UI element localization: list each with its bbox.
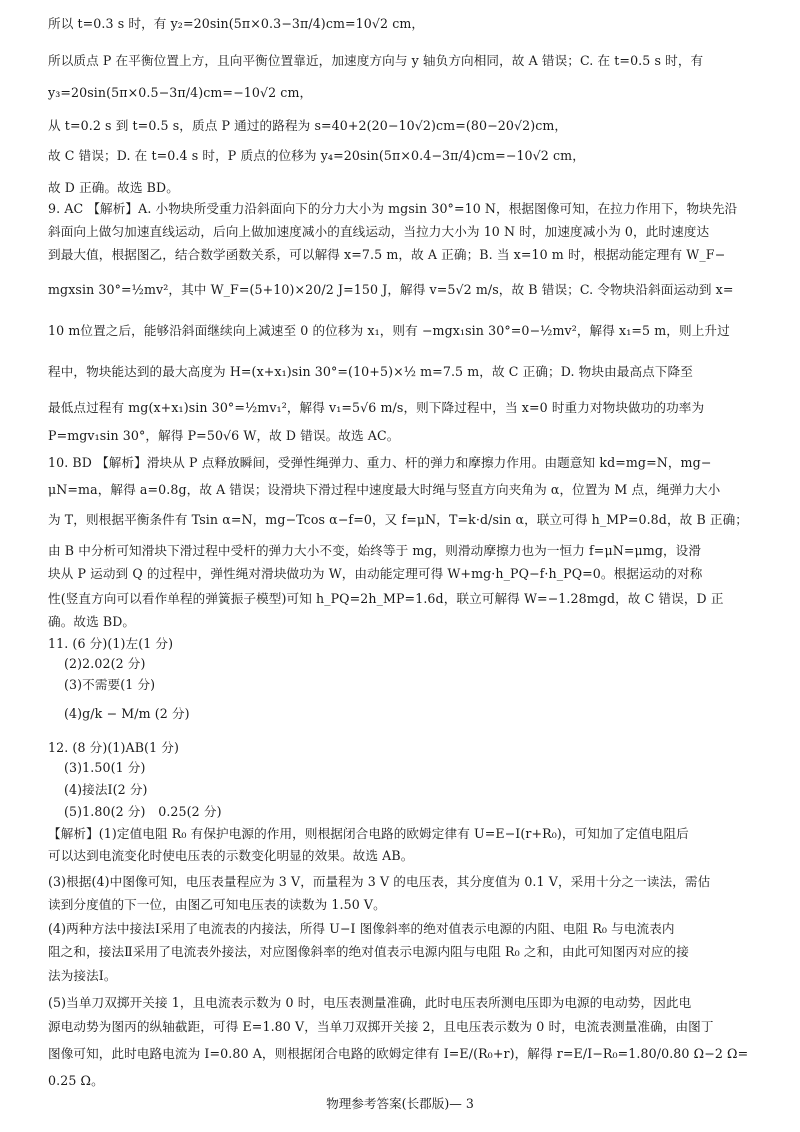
text-line: P=mgv₁sin 30°，解得 P=50√6 W，故 D 错误。故选 AC。 xyxy=(48,428,400,443)
text-line: 源电动势为图丙的纵轴截距，可得 E=1.80 V，当单刀双掷开关接 2，且电压表示数为 0 时，电流表测量准确，由图丁 xyxy=(48,1019,714,1034)
answer-item: (3)不需要(1 分) xyxy=(64,677,156,692)
text-line: 所以 t=0.3 s 时，有 y₂=20sin(5π×0.3−3π/4)cm=10√2 cm， xyxy=(48,16,425,31)
text-line: 从 t=0.2 s 到 t=0.5 s，质点 P 通过的路程为 s=40+2(20−10√2)cm=(80−20√2)cm， xyxy=(48,118,568,133)
question-12-heading: 12. (8 分)(1)AB(1 分) xyxy=(48,740,179,755)
text-line: 程中，物块能达到的最大高度为 H=(x+x₁)sin 30°=(10+5)×½ m=7.5 m，故 C 正确；D. 物块由最高点下降至 xyxy=(48,364,693,379)
answer-item: (5)1.80(2 分) 0.25(2 分) xyxy=(64,804,222,819)
text-line: 0.25 Ω。 xyxy=(48,1073,104,1088)
text-line: (5)当单刀双掷开关接 1，且电流表示数为 0 时，电压表测量准确，此时电压表所测电压即为电源的电动势，因此电 xyxy=(48,995,692,1010)
text-line: 图像可知，此时电路电流为 I=0.80 A，则根据闭合电路的欧姆定律有 I=E/(R₀+r)，解得 r=E/I−R₀=1.80/0.80 Ω−2 Ω= xyxy=(48,1046,749,1061)
text-line: μN=ma，解得 a=0.8g，故 A 错误；设滑块下滑过程中速度最大时绳与竖直方向夹角为 α，位置为 M 点，绳弹力大小 xyxy=(48,482,721,497)
question-10-heading: 10. BD 【解析】滑块从 P 点释放瞬间，受弹性绳弹力、重力、杆的弹力和摩擦力作用。由题意知 kd=mg=N，mg− xyxy=(48,455,712,470)
text-line: 块从 P 运动到 Q 的过程中，弹性绳对滑块做功为 W，由动能定理可得 W+mg·h_PQ−f·h_PQ=0。根据运动的对称 xyxy=(48,566,703,581)
text-line: mgxsin 30°=½mv²，其中 W_F=(5+10)×20/2 J=150 J，解得 v=5√2 m/s，故 B 错误；C. 令物块沿斜面运动到 x= xyxy=(48,282,734,297)
text-line: 由 B 中分析可知滑块下滑过程中受杆的弹力大小不变，始终等于 mg，则滑动摩擦力也为一恒力 f=μN=μmg，设滑 xyxy=(48,543,702,558)
answer-item: (2)2.02(2 分) xyxy=(64,656,146,671)
text-line: (4)两种方法中接法Ⅰ采用了电流表的内接法，所得 U−I 图像斜率的绝对值表示电源的内阻、电阻 R₀ 与电流表内 xyxy=(48,921,675,936)
answer-item: (4)接法Ⅰ(2 分) xyxy=(64,782,148,797)
question-9-heading: 9. AC 【解析】A. 小物块所受重力沿斜面向下的分力大小为 mgsin 30°=10 N，根据图像可知，在拉力作用下，物块先沿 xyxy=(48,201,738,216)
text-line: 法为接法Ⅰ。 xyxy=(48,968,117,983)
text-line: 10 m位置之后，能够沿斜面继续向上减速至 0 的位移为 x₁，则有 −mgx₁sin 30°=0−½mv²，解得 x₁=5 m，则上升过 xyxy=(48,323,730,338)
text-line: 故 D 正确。故选 BD。 xyxy=(48,180,179,195)
text-line: 所以质点 P 在平衡位置上方，且向平衡位置靠近，加速度方向与 y 轴负方向相同，故 A 错误；C. 在 t=0.5 s 时，有 xyxy=(48,53,704,68)
question-11-heading: 11. (6 分)(1)左(1 分) xyxy=(48,636,174,651)
text-line: 到最大值，根据图乙，结合数学函数关系，可以解得 x=7.5 m，故 A 正确；B. 当 x=10 m 时，根据动能定理有 W_F− xyxy=(48,247,726,262)
text-line: 最低点过程有 mg(x+x₁)sin 30°=½mv₁²，解得 v₁=5√6 m/s，则下降过程中，当 x=0 时重力对物块做功的功率为 xyxy=(48,400,705,415)
text-line: 斜面向上做匀加速直线运动，后向上做加速度减小的直线运动，当拉力大小为 10 N 时，加速度减小为 0，此时速度达 xyxy=(48,224,710,239)
answer-item: (3)1.50(1 分) xyxy=(64,760,146,775)
answer-item: (4)g/k − M/m (2 分) xyxy=(64,706,190,721)
text-line: 故 C 错误；D. 在 t=0.4 s 时，P 质点的位移为 y₄=20sin(5π×0.4−3π/4)cm=−10√2 cm， xyxy=(48,148,585,163)
text-line: (3)根据(4)中图像可知，电压表量程应为 3 V，而量程为 3 V 的电压表，其分度值为 0.1 V，采用十分之一读法，需估 xyxy=(48,874,711,889)
text-line: 性(竖直方向可以看作单程的弹簧振子模型)可知 h_PQ=2h_MP=1.6d，联立可解得 W=−1.28mgd，故 C 错误，D 正 xyxy=(48,591,724,606)
text-line: 为 T，则根据平衡条件有 Tsin α=N，mg−Tcos α−f=0，又 f=μN，T=k·d/sin α，联立可得 h_MP=0.8d，故 B 正确； xyxy=(48,512,748,527)
text-line: 阻之和，接法Ⅱ采用了电流表外接法，对应图像斜率的绝对值表示电源内阻与电阻 R₀ 之和，由此可知图丙对应的接 xyxy=(48,944,689,959)
text-line: 确。故选 BD。 xyxy=(48,614,136,629)
text-line: y₃=20sin(5π×0.5−3π/4)cm=−10√2 cm， xyxy=(48,85,313,100)
page-footer: 物理参考答案(长郡版)— 3 xyxy=(326,1096,474,1111)
text-line: 读到分度值的下一位，由图乙可知电压表的读数为 1.50 V。 xyxy=(48,897,386,912)
text-line: 可以达到电流变化时使电压表的示数变化明显的效果。故选 AB。 xyxy=(48,848,414,863)
text-line: 【解析】(1)定值电阻 R₀ 有保护电源的作用，则根据闭合电路的欧姆定律有 U=E−I(r+R₀)，可知加了定值电阻后 xyxy=(48,826,689,841)
